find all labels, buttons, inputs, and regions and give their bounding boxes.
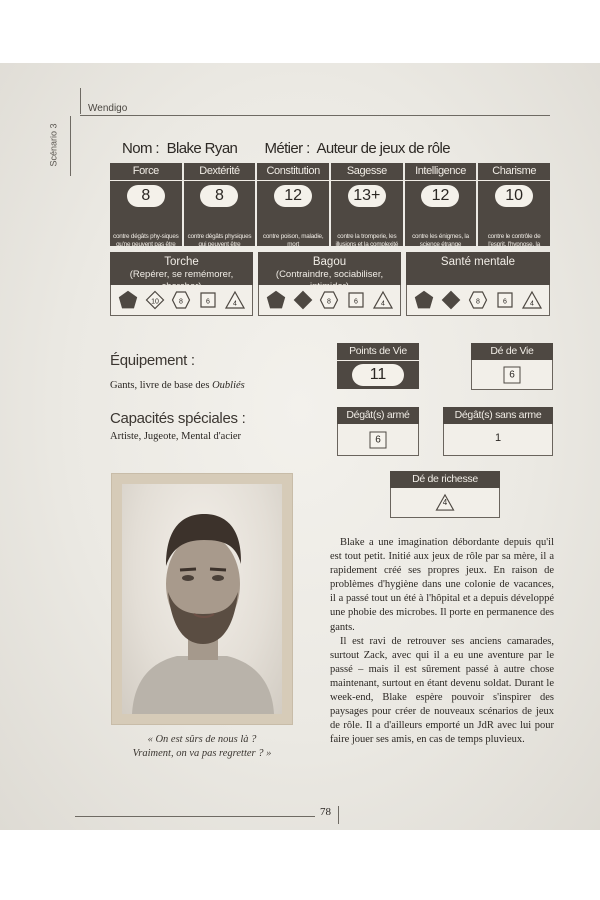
skill-title: Santé mentale	[440, 256, 516, 268]
d8-icon	[319, 290, 339, 310]
die-label: 4	[529, 300, 534, 308]
d8-icon	[468, 290, 488, 310]
character-name-row	[122, 140, 450, 157]
armed-damage-box	[337, 407, 419, 456]
unarmed-damage-label: Dégât(s) sans arme	[443, 407, 553, 424]
stat-name: Force	[110, 163, 182, 180]
d12-icon	[118, 290, 138, 310]
abilities-title: Capacités spéciales :	[110, 410, 246, 427]
portrait-photo	[122, 484, 282, 714]
stat-intelligence	[405, 163, 477, 246]
skill-subtitle: (Repérer, se remémorer, chercher)	[129, 269, 234, 292]
quote-line-1: « On est sûrs de nous là ?	[147, 734, 257, 745]
d10-icon	[145, 290, 165, 310]
stat-name: Dextérité	[184, 163, 256, 180]
header-rule-vertical	[80, 88, 81, 114]
d6-icon	[346, 290, 366, 310]
stat-desc: contre la tromperie, les illusions et la complexité	[335, 233, 399, 248]
d6-icon	[198, 290, 218, 310]
stat-name: Constitution	[257, 163, 329, 180]
d4-icon	[373, 290, 393, 310]
die-label: 4	[380, 300, 385, 308]
d6-icon	[495, 290, 515, 310]
header-rule-horizontal	[80, 115, 550, 116]
d12-icon	[414, 290, 434, 310]
equipment-text-plain: Gants, livre de base des	[110, 380, 213, 391]
dice-row	[258, 285, 401, 316]
die-label: 10	[150, 298, 159, 306]
unarmed-damage-value: 1	[494, 432, 502, 444]
stat-value: 10	[495, 185, 533, 207]
die-label: 6	[502, 298, 507, 306]
side-rule	[70, 116, 71, 176]
stat-value: 8	[200, 185, 238, 207]
running-header-title: Wendigo	[88, 103, 128, 114]
d4-icon	[225, 290, 245, 310]
abilities-text: Artiste, Jugeote, Mental d'acier	[110, 431, 242, 442]
die-label: 8	[179, 298, 184, 306]
d8-icon	[171, 290, 191, 310]
skill-subtitle: (Contraindre, sociabiliser, intimider)	[275, 269, 384, 292]
bio-paragraph: Blake a une imagination débordante depuis qu'il est tout petit. Initié aux jeux de rôle par sa mère, il a rapidement créé ses propres jeux. En raison de problèmes d'hygiène dans une colonie de vacances, il a passé tout un été à l'hôpital et a depuis développé une phobie des microbes. Il porte en permanence des gants.	[330, 537, 554, 633]
wealth-die-label: Dé de richesse	[390, 471, 500, 488]
quote-line-2: Vraiment, on va pas regretter ? »	[132, 748, 272, 759]
skill-title: Bagou	[312, 256, 347, 268]
stat-desc: contre les énigmes, la science étrange	[412, 233, 469, 248]
portrait-quote	[112, 733, 292, 761]
stat-name: Charisme	[478, 163, 550, 180]
stat-name: Sagesse	[331, 163, 403, 180]
character-job: Auteur de jeux de rôle	[316, 140, 451, 157]
skill-bagou	[258, 252, 401, 317]
wealth-die-value: 4	[442, 498, 448, 507]
die-label: 8	[476, 298, 480, 306]
biography	[330, 536, 554, 747]
dice-row	[110, 285, 253, 316]
stat-desc: contre dégâts phy-siques qu'ne peuvent pas être	[113, 233, 179, 248]
stat-name: Intelligence	[405, 163, 477, 180]
life-die-value: 6	[504, 366, 521, 383]
armed-damage-label: Dégât(s) armé	[337, 407, 419, 424]
chapter-text: Scénario 3	[48, 123, 59, 167]
skill-torche	[110, 252, 253, 317]
hp-value: 11	[352, 364, 404, 386]
skill-title: Torche	[164, 256, 199, 268]
stat-value: 13+	[348, 185, 386, 207]
portrait-image	[122, 484, 282, 714]
d10-icon	[441, 290, 461, 310]
dice-row	[406, 285, 550, 316]
hp-box	[337, 343, 419, 389]
d10-icon	[293, 290, 313, 310]
stat-value: 12	[274, 185, 312, 207]
stat-value: 12	[421, 185, 459, 207]
life-die-label: Dé de Vie	[471, 343, 553, 360]
stat-constitution	[257, 163, 329, 246]
stat-value: 8	[127, 185, 165, 207]
portrait-frame	[112, 474, 292, 724]
equipment-title: Équipement :	[110, 352, 195, 369]
d4-icon	[522, 290, 542, 310]
chapter-label	[48, 122, 66, 172]
equipment-text-italic: Oubliés	[212, 380, 245, 391]
armed-damage-value: 6	[370, 431, 387, 448]
stat-sagesse	[331, 163, 403, 246]
die-label: 8	[327, 298, 332, 306]
footer-rule	[75, 816, 315, 817]
stat-force	[110, 163, 182, 246]
d12-icon	[266, 290, 286, 310]
skill-sante-mentale	[406, 252, 550, 317]
die-label: 4	[232, 300, 237, 308]
name-label: Nom :	[122, 140, 160, 157]
wealth-die-box	[390, 471, 500, 518]
footer-tick	[338, 806, 339, 824]
unarmed-damage-box	[443, 407, 553, 456]
stat-dexterite	[184, 163, 256, 246]
die-label: 6	[206, 298, 211, 306]
page-number: 78	[320, 806, 331, 818]
bio-paragraph: Il est ravi de retrouver ses anciens camarades, surtout Zack, avec qui il a eu une aventure par le passé – mais il est sûrement passé à autre chose maintenant, surtout en étant devenu soldat. Durant le week-end, Blake espère pouvoir s'inspirer des paysages pour créer de nouveaux scénarios de jeux de rôle. Il a d'ailleurs emporté un JdR avec lui pour faire jouer ses amis, en cas de temps pluvieux.	[330, 635, 554, 746]
die-label: 6	[354, 298, 359, 306]
stat-charisme	[478, 163, 550, 246]
equipment-text	[110, 380, 245, 391]
stat-desc: contre poison, maladie, mort	[262, 233, 324, 248]
job-label: Métier :	[264, 140, 310, 157]
hp-label: Points de Vie	[337, 343, 419, 360]
character-name: Blake Ryan	[166, 140, 238, 157]
stat-desc: contre le contrôle de l'esprit, l'hypnose, la	[487, 233, 541, 248]
stat-desc: contre dégâts physiques qui peuvent être	[187, 233, 252, 248]
stats-table	[110, 163, 550, 246]
life-die-box	[471, 343, 553, 390]
